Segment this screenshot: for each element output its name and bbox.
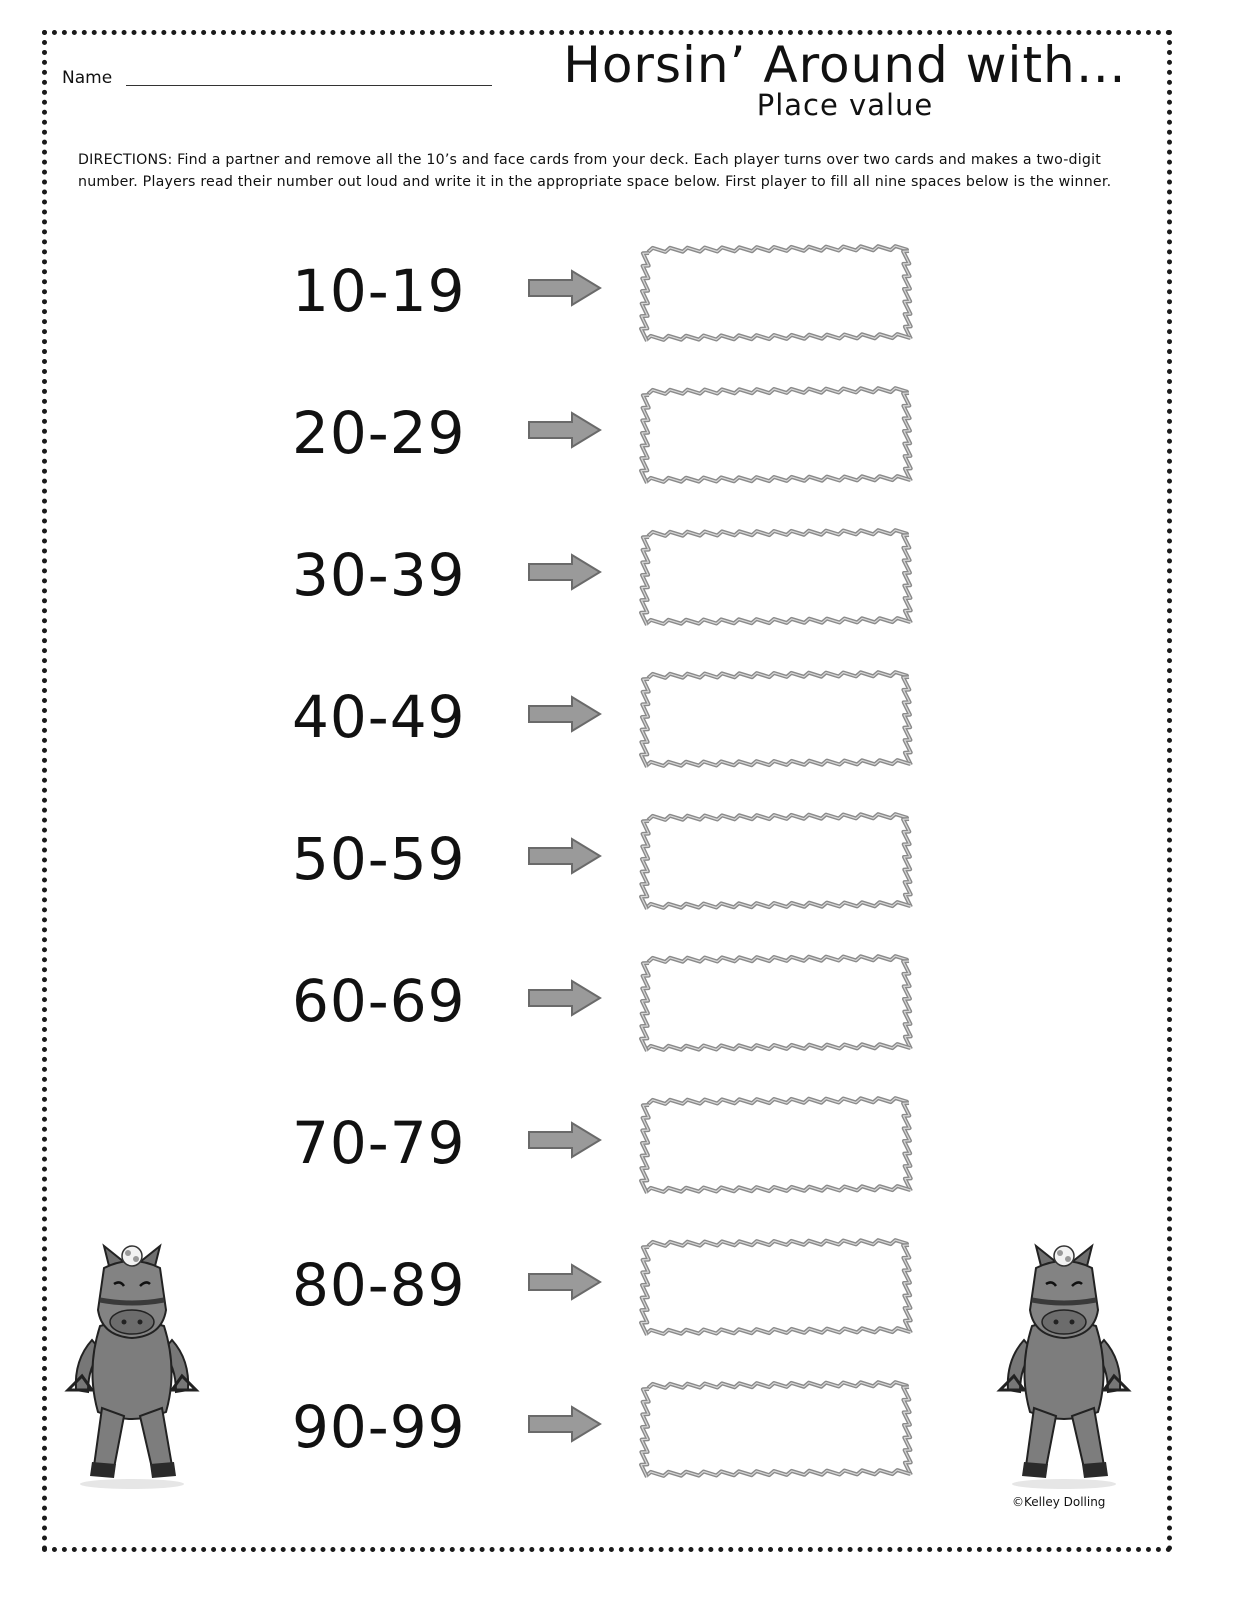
copyright-text: ©Kelley Dolling bbox=[1012, 1495, 1106, 1509]
right-arrow-icon bbox=[526, 978, 604, 1018]
answer-box[interactable] bbox=[638, 950, 914, 1054]
answer-box[interactable] bbox=[638, 1234, 914, 1338]
right-arrow-icon bbox=[526, 410, 604, 450]
answer-box[interactable] bbox=[638, 524, 914, 628]
range-label: 80-89 bbox=[292, 1251, 466, 1319]
answer-box[interactable] bbox=[638, 1376, 914, 1480]
name-write-line[interactable] bbox=[126, 85, 492, 86]
right-arrow-icon bbox=[526, 836, 604, 876]
range-label: 40-49 bbox=[292, 683, 466, 751]
range-label: 50-59 bbox=[292, 825, 466, 893]
range-row bbox=[0, 1100, 1236, 1210]
horse-illustration-right bbox=[994, 1240, 1134, 1490]
answer-box[interactable] bbox=[638, 382, 914, 486]
right-arrow-icon bbox=[526, 1120, 604, 1160]
right-arrow-icon bbox=[526, 552, 604, 592]
right-arrow-icon bbox=[526, 1262, 604, 1302]
answer-box[interactable] bbox=[638, 666, 914, 770]
answer-box[interactable] bbox=[638, 808, 914, 912]
range-row bbox=[0, 532, 1236, 642]
range-label: 70-79 bbox=[292, 1109, 466, 1177]
right-arrow-icon bbox=[526, 694, 604, 734]
range-label: 10-19 bbox=[292, 257, 466, 325]
answer-box[interactable] bbox=[638, 1092, 914, 1196]
range-row bbox=[0, 390, 1236, 500]
range-row bbox=[0, 958, 1236, 1068]
range-label: 20-29 bbox=[292, 399, 466, 467]
range-row bbox=[0, 248, 1236, 358]
page-subtitle: Place value bbox=[756, 88, 934, 122]
right-arrow-icon bbox=[526, 268, 604, 308]
page-title: Horsin’ Around with… bbox=[563, 36, 1127, 94]
right-arrow-icon bbox=[526, 1404, 604, 1444]
name-label: Name bbox=[62, 68, 113, 88]
horse-illustration-left bbox=[62, 1240, 202, 1490]
range-label: 90-99 bbox=[292, 1393, 466, 1461]
directions-text: DIRECTIONS: Find a partner and remove all the 10’s and face cards from your deck. Each player turns over two cards and makes a two-digit number. Players read their number out loud and write it in the appropriate space below. First player to fill all nine spaces below is the winner. bbox=[78, 152, 1112, 190]
range-label: 30-39 bbox=[292, 541, 466, 609]
range-row bbox=[0, 674, 1236, 784]
range-row bbox=[0, 816, 1236, 926]
range-label: 60-69 bbox=[292, 967, 466, 1035]
answer-box[interactable] bbox=[638, 240, 914, 344]
